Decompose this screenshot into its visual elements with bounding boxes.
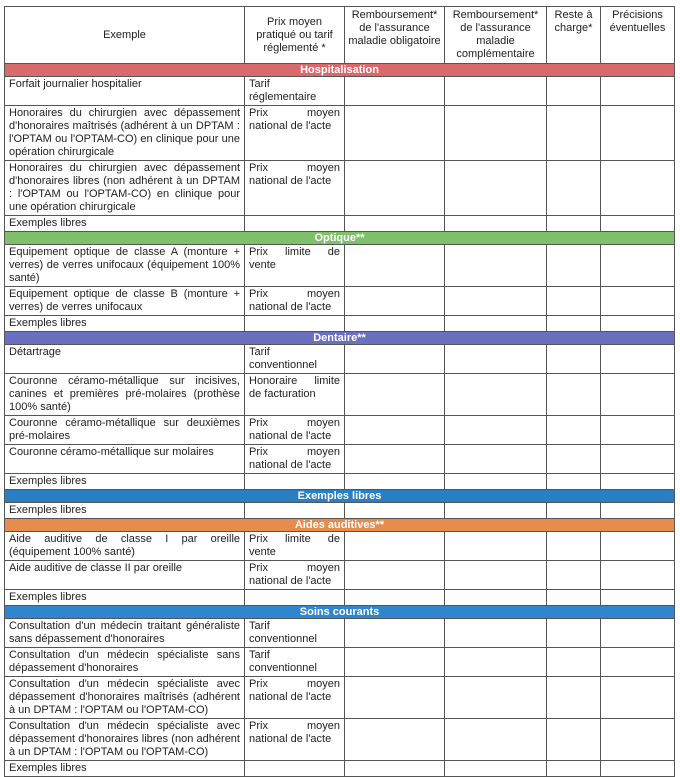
header-row: [5, 7, 675, 64]
exemple-cell: Aide auditive de classe I par oreille (équipement 100% santé): [5, 532, 245, 561]
table-row: [5, 416, 675, 445]
precisions-cell[interactable]: [601, 619, 675, 648]
table-row: [5, 245, 675, 287]
prix-cell: Prix moyen national de l'acte: [245, 287, 345, 316]
precisions-cell[interactable]: [601, 374, 675, 416]
prix-cell: Prix moyen national de l'acte: [245, 416, 345, 445]
exemple-cell: Exemples libres: [5, 474, 245, 490]
remb-complementaire-cell[interactable]: [445, 345, 547, 374]
remb-obligatoire-cell[interactable]: [345, 287, 445, 316]
prix-cell: [245, 503, 345, 519]
reste-a-charge-cell[interactable]: [547, 648, 601, 677]
header-exemple: Exemple: [5, 7, 245, 64]
section-title: Hospitalisation: [5, 64, 675, 77]
table-row: [5, 561, 675, 590]
precisions-cell[interactable]: [601, 416, 675, 445]
remb-obligatoire-cell[interactable]: [345, 316, 445, 332]
table-row: [5, 532, 675, 561]
section-header-row: [5, 606, 675, 619]
table-row: [5, 474, 675, 490]
prix-cell: Tarif conventionnel: [245, 345, 345, 374]
remb-complementaire-cell[interactable]: [445, 216, 547, 232]
table-row: [5, 677, 675, 719]
section-header-row: [5, 232, 675, 245]
precisions-cell[interactable]: [601, 345, 675, 374]
remb-obligatoire-cell[interactable]: [345, 416, 445, 445]
reste-a-charge-cell[interactable]: [547, 245, 601, 287]
remb-obligatoire-cell[interactable]: [345, 445, 445, 474]
section-title: Soins courants: [5, 606, 675, 619]
remb-obligatoire-cell[interactable]: [345, 345, 445, 374]
exemple-cell: Aide auditive de classe II par oreille: [5, 561, 245, 590]
prix-cell: Prix limite de vente: [245, 245, 345, 287]
remb-complementaire-cell[interactable]: [445, 245, 547, 287]
prix-cell: Prix moyen national de l'acte: [245, 719, 345, 761]
precisions-cell[interactable]: [601, 677, 675, 719]
precisions-cell[interactable]: [601, 106, 675, 161]
exemple-cell: Honoraires du chirurgien avec dépassement d'honoraires libres (non adhérent à un DPTAM : l'OPTAM ou l'OPTAM-CO) en clinique pour une opération chirurgicale: [5, 161, 245, 216]
precisions-cell[interactable]: [601, 503, 675, 519]
table-row: [5, 161, 675, 216]
remb-complementaire-cell[interactable]: [445, 619, 547, 648]
prix-cell: Honoraire limite de facturation: [245, 374, 345, 416]
reste-a-charge-cell[interactable]: [547, 216, 601, 232]
prix-cell: [245, 761, 345, 777]
precisions-cell[interactable]: [601, 316, 675, 332]
remb-complementaire-cell[interactable]: [445, 316, 547, 332]
exemple-cell: Exemples libres: [5, 503, 245, 519]
prix-cell: Prix moyen national de l'acte: [245, 561, 345, 590]
remb-obligatoire-cell[interactable]: [345, 719, 445, 761]
precisions-cell[interactable]: [601, 77, 675, 106]
exemple-cell: Exemples libres: [5, 316, 245, 332]
remb-obligatoire-cell[interactable]: [345, 161, 445, 216]
section-title: Optique**: [5, 232, 675, 245]
reste-a-charge-cell[interactable]: [547, 561, 601, 590]
precisions-cell[interactable]: [601, 532, 675, 561]
table-row: [5, 590, 675, 606]
table-row: [5, 503, 675, 519]
precisions-cell[interactable]: [601, 590, 675, 606]
remb-complementaire-cell[interactable]: [445, 677, 547, 719]
table-row: [5, 345, 675, 374]
section-header-row: [5, 64, 675, 77]
remb-obligatoire-cell[interactable]: [345, 619, 445, 648]
reimbursement-table: [4, 6, 675, 777]
exemple-cell: Consultation d'un médecin traitant généraliste sans dépassement d'honoraires: [5, 619, 245, 648]
table-row: [5, 648, 675, 677]
reste-a-charge-cell[interactable]: [547, 106, 601, 161]
remb-complementaire-cell[interactable]: [445, 287, 547, 316]
remb-complementaire-cell[interactable]: [445, 445, 547, 474]
precisions-cell[interactable]: [601, 561, 675, 590]
exemple-cell: Exemples libres: [5, 216, 245, 232]
reste-a-charge-cell[interactable]: [547, 374, 601, 416]
remb-obligatoire-cell[interactable]: [345, 106, 445, 161]
precisions-cell[interactable]: [601, 161, 675, 216]
exemple-cell: Couronne céramo-métallique sur incisives, canines et premières pré-molaires (prothèse 100% santé): [5, 374, 245, 416]
remb-obligatoire-cell[interactable]: [345, 677, 445, 719]
exemple-cell: Consultation d'un médecin spécialiste avec dépassement d'honoraires libres (non adhérent à un DPTAM : l'OPTAM ou l'OPTAM-CO): [5, 719, 245, 761]
table-row: [5, 445, 675, 474]
precisions-cell[interactable]: [601, 761, 675, 777]
remb-obligatoire-cell[interactable]: [345, 532, 445, 561]
table-row: [5, 77, 675, 106]
header-remb-complementaire: Remboursement* de l'assurance maladie complémentaire: [445, 7, 547, 64]
remb-complementaire-cell[interactable]: [445, 648, 547, 677]
prix-cell: [245, 316, 345, 332]
reste-a-charge-cell[interactable]: [547, 719, 601, 761]
remb-complementaire-cell[interactable]: [445, 474, 547, 490]
precisions-cell[interactable]: [601, 245, 675, 287]
section-title: Aides auditives**: [5, 519, 675, 532]
reste-a-charge-cell[interactable]: [547, 619, 601, 648]
reste-a-charge-cell[interactable]: [547, 161, 601, 216]
precisions-cell[interactable]: [601, 474, 675, 490]
prix-cell: Prix moyen national de l'acte: [245, 445, 345, 474]
remb-obligatoire-cell[interactable]: [345, 474, 445, 490]
table-row: [5, 619, 675, 648]
section-title: Exemples libres: [5, 490, 675, 503]
table-row: [5, 761, 675, 777]
precisions-cell[interactable]: [601, 216, 675, 232]
prix-cell: Prix moyen national de l'acte: [245, 677, 345, 719]
header-precisions: Précisions éventuelles: [601, 7, 675, 64]
prix-cell: [245, 590, 345, 606]
header-reste-a-charge: Reste à charge*: [547, 7, 601, 64]
section-header-row: [5, 332, 675, 345]
exemple-cell: Equipement optique de classe A (monture + verres) de verres unifocaux (équipement 100% santé): [5, 245, 245, 287]
exemple-cell: Consultation d'un médecin spécialiste sans dépassement d'honoraires: [5, 648, 245, 677]
remb-complementaire-cell[interactable]: [445, 561, 547, 590]
table-body: [5, 64, 675, 777]
remb-obligatoire-cell[interactable]: [345, 561, 445, 590]
table-row: [5, 287, 675, 316]
precisions-cell[interactable]: [601, 719, 675, 761]
table-row: [5, 106, 675, 161]
remb-obligatoire-cell[interactable]: [345, 216, 445, 232]
prix-cell: [245, 216, 345, 232]
remb-obligatoire-cell[interactable]: [345, 590, 445, 606]
exemple-cell: Exemples libres: [5, 590, 245, 606]
exemple-cell: Honoraires du chirurgien avec dépassement d'honoraires maîtrisés (adhérent à un DPTAM : l'OPTAM ou l'OPTAM-CO) en clinique pour une opération chirurgicale: [5, 106, 245, 161]
section-header-row: [5, 519, 675, 532]
prix-cell: Tarif réglementaire: [245, 77, 345, 106]
table-row: [5, 374, 675, 416]
exemple-cell: Détartrage: [5, 345, 245, 374]
header-prix: Prix moyen pratiqué ou tarif réglementé *: [245, 7, 345, 64]
remb-complementaire-cell[interactable]: [445, 106, 547, 161]
reste-a-charge-cell[interactable]: [547, 474, 601, 490]
reste-a-charge-cell[interactable]: [547, 677, 601, 719]
prix-cell: [245, 474, 345, 490]
remb-obligatoire-cell[interactable]: [345, 648, 445, 677]
reste-a-charge-cell[interactable]: [547, 287, 601, 316]
prix-cell: Prix limite de vente: [245, 532, 345, 561]
remb-obligatoire-cell[interactable]: [345, 374, 445, 416]
remb-complementaire-cell[interactable]: [445, 719, 547, 761]
header-remb-obligatoire: Remboursement* de l'assurance maladie obligatoire: [345, 7, 445, 64]
exemple-cell: Equipement optique de classe B (monture + verres) de verres unifocaux: [5, 287, 245, 316]
reste-a-charge-cell[interactable]: [547, 77, 601, 106]
prix-cell: Prix moyen national de l'acte: [245, 161, 345, 216]
remb-complementaire-cell[interactable]: [445, 503, 547, 519]
reste-a-charge-cell[interactable]: [547, 590, 601, 606]
table-row: [5, 316, 675, 332]
exemple-cell: Consultation d'un médecin spécialiste avec dépassement d'honoraires maîtrisés (adhérent à un DPTAM : l'OPTAM ou l'OPTAM-CO): [5, 677, 245, 719]
remb-complementaire-cell[interactable]: [445, 77, 547, 106]
reste-a-charge-cell[interactable]: [547, 445, 601, 474]
reste-a-charge-cell[interactable]: [547, 532, 601, 561]
remb-obligatoire-cell[interactable]: [345, 245, 445, 287]
remb-obligatoire-cell[interactable]: [345, 77, 445, 106]
section-header-row: [5, 490, 675, 503]
remb-obligatoire-cell[interactable]: [345, 761, 445, 777]
precisions-cell[interactable]: [601, 287, 675, 316]
remb-complementaire-cell[interactable]: [445, 161, 547, 216]
reste-a-charge-cell[interactable]: [547, 416, 601, 445]
remb-complementaire-cell[interactable]: [445, 590, 547, 606]
precisions-cell[interactable]: [601, 648, 675, 677]
remb-complementaire-cell[interactable]: [445, 374, 547, 416]
reste-a-charge-cell[interactable]: [547, 503, 601, 519]
prix-cell: Tarif conventionnel: [245, 648, 345, 677]
remb-complementaire-cell[interactable]: [445, 416, 547, 445]
prix-cell: Prix moyen national de l'acte: [245, 106, 345, 161]
remb-complementaire-cell[interactable]: [445, 532, 547, 561]
prix-cell: Tarif conventionnel: [245, 619, 345, 648]
precisions-cell[interactable]: [601, 445, 675, 474]
remb-complementaire-cell[interactable]: [445, 761, 547, 777]
exemple-cell: Couronne céramo-métallique sur deuxièmes pré-molaires: [5, 416, 245, 445]
table-row: [5, 719, 675, 761]
remb-obligatoire-cell[interactable]: [345, 503, 445, 519]
reste-a-charge-cell[interactable]: [547, 316, 601, 332]
exemple-cell: Exemples libres: [5, 761, 245, 777]
exemple-cell: Couronne céramo-métallique sur molaires: [5, 445, 245, 474]
reste-a-charge-cell[interactable]: [547, 345, 601, 374]
reste-a-charge-cell[interactable]: [547, 761, 601, 777]
table-row: [5, 216, 675, 232]
section-title: Dentaire**: [5, 332, 675, 345]
exemple-cell: Forfait journalier hospitalier: [5, 77, 245, 106]
